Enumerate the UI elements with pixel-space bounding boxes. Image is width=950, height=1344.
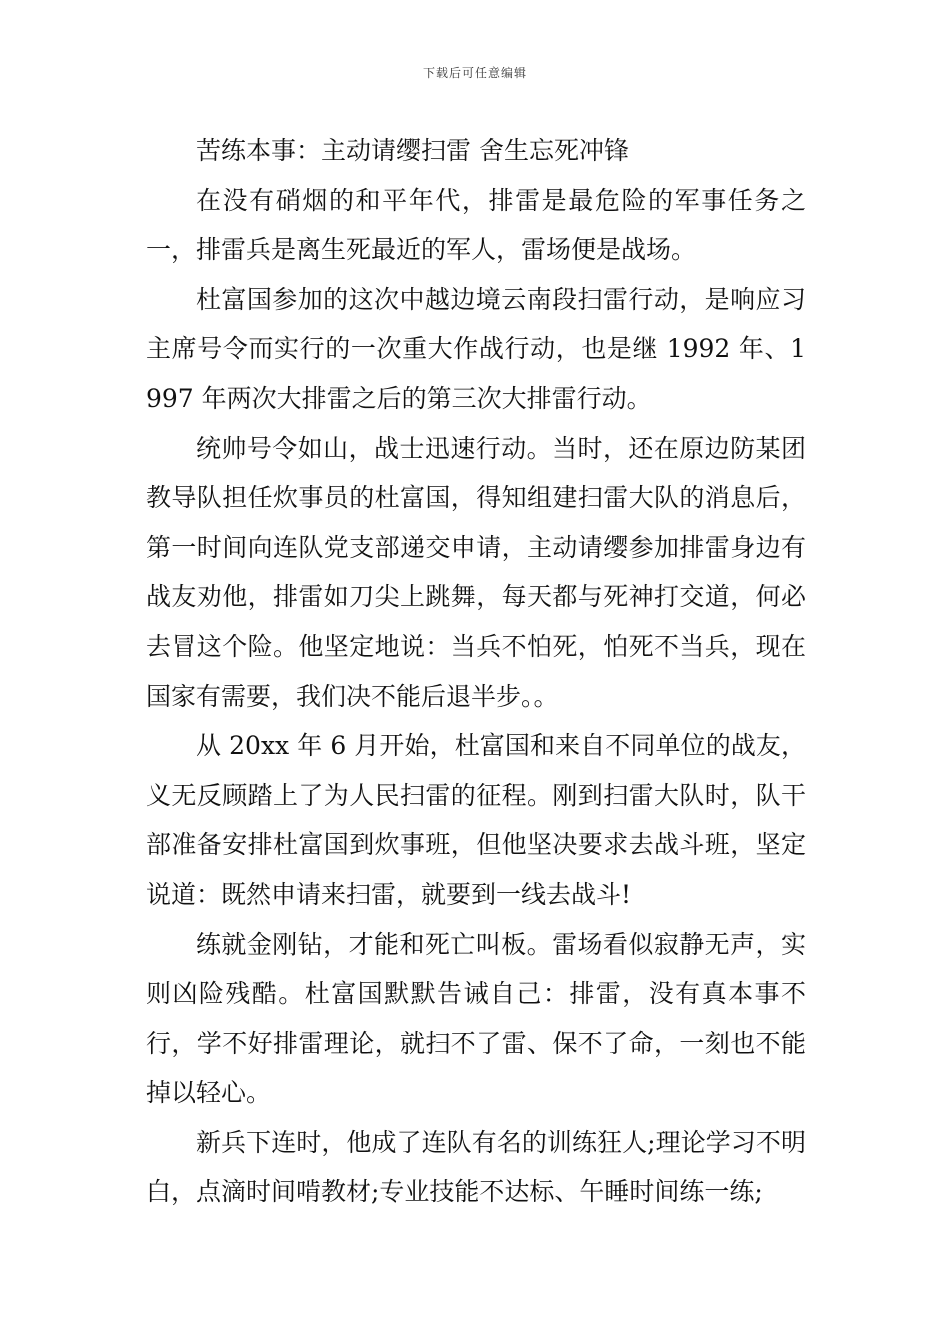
- paragraph: 杜富国参加的这次中越边境云南段扫雷行动，是响应习主席号令而实行的一次重大作战行动，也是继 1992 年、1997 年两次大排雷之后的第三次大排雷行动。: [146, 284, 806, 413]
- paragraph: 新兵下连时，他成了连队有名的训练狂人;理论学习不明白，点滴时间啃教材;专业技能不达标、午睡时间练一练;: [146, 1127, 806, 1207]
- paragraph: 在没有硝烟的和平年代，排雷是最危险的军事任务之一，排雷兵是离生死最近的军人，雷场便是战场。: [146, 185, 806, 265]
- paragraph: 统帅号令如山，战士迅速行动。当时，还在原边防某团教导队担任炊事员的杜富国，得知组建扫雷大队的消息后，第一时间向连队党支部递交申请，主动请缨参加排雷身边有战友劝他，排雷如刀尖上跳舞，每天都与死神打交道，何必去冒这个险。他坚定地说：当兵不怕死，怕死不当兵，现在国家有需要，我们决不能后退半步。。: [146, 433, 806, 711]
- paragraph: 练就金刚钻，才能和死亡叫板。雷场看似寂静无声，实则凶险残酷。杜富国默默告诫自己：排雷，没有真本事不行，学不好排雷理论，就扫不了雷、保不了命，一刻也不能掉以轻心。: [146, 929, 806, 1108]
- document-body: [146, 126, 806, 1217]
- section-heading: 苦练本事：主动请缨扫雷 舍生忘死冲锋: [196, 136, 629, 165]
- header-note: 下载后可任意编辑: [422, 66, 527, 80]
- paragraph: 从 20xx 年 6 月开始，杜富国和来自不同单位的战友，义无反顾踏上了为人民扫雷的征程。刚到扫雷大队时，队干部准备安排杜富国到炊事班，但他坚决要求去战斗班，坚定说道：既然申请来扫雷，就要到一线去战斗!: [146, 731, 806, 909]
